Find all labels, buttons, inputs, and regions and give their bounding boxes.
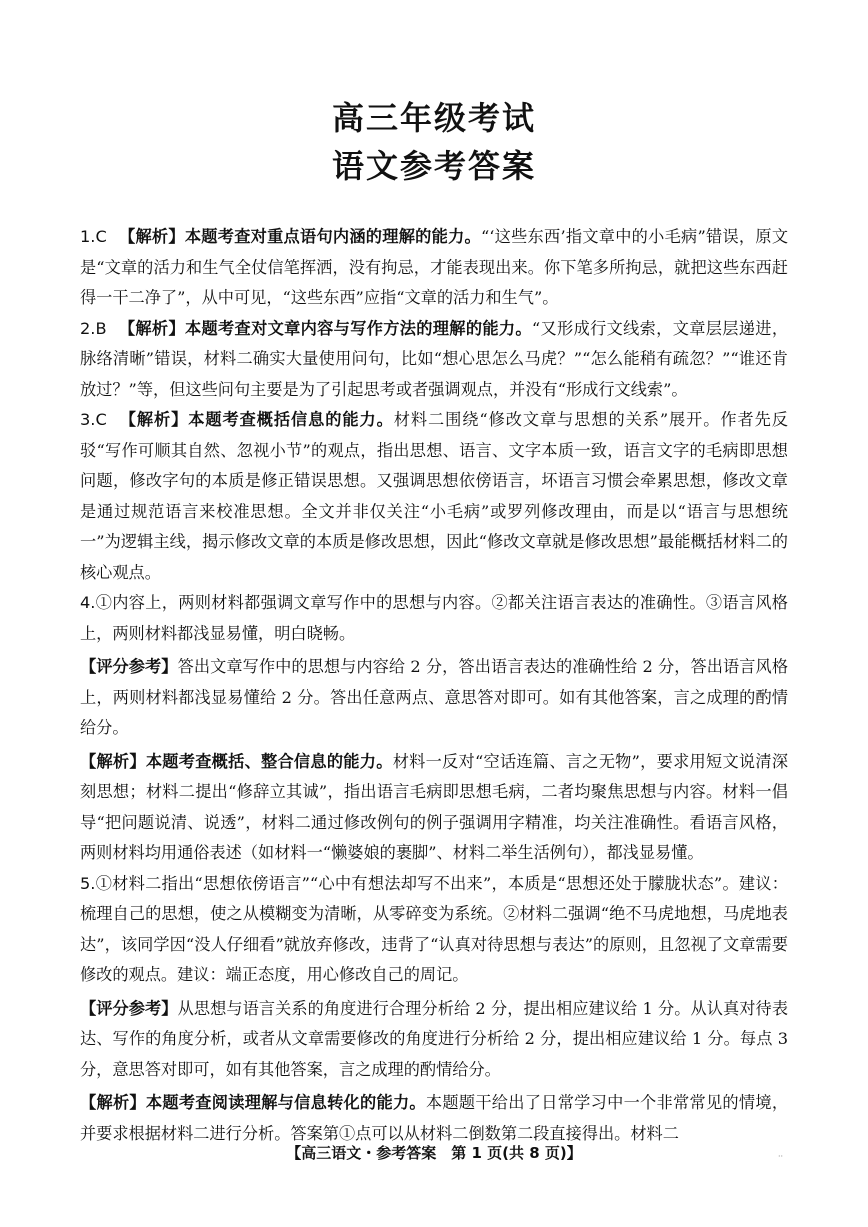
page-footer: 【高三语文・参考答案 第 1 页(共 8 页)】 — [286, 1144, 582, 1162]
analysis-tag: 【解析】 — [80, 1093, 146, 1112]
analysis-5 — [80, 1088, 788, 1149]
analysis-lead: 本题考查概括、整合信息的能力。 — [145, 751, 393, 771]
answer-key-title: 语文参考答案 — [331, 147, 536, 185]
answer-choice: C — [95, 227, 107, 246]
analysis-text: “又形成行文线索，文章层层递进，脉络清晰”错误，材料二确实大量使用问句，比如“想心思怎么马虎？”“怎么能稍有疏忽？”“谁还肯放过？”等，但这些问句主要是为了引起思考或者强调观点，并没有“形成行文线索”。 — [80, 318, 789, 399]
analysis-tag: 【解析】 — [118, 227, 185, 246]
analysis-lead: 本题考查概括信息的能力。 — [188, 410, 394, 429]
analysis-text: 材料二围绕“修改文章与思想的关系”展开。作者先反驳“写作可顺其自然、忽视小节”的观点，指出思想、语言、文字本质一致，语言文字的毛病即思想问题，修改字句的本质是修正错误思想。又强调思想依傍语言，坏语言习惯会牵累思想，修改文章是通过规范语言来校准思想。全文并非仅关注“小毛病”或罗列修改理由，而是以“语言与思想统一”为逻辑主线，揭示修改文章的本质是修改思想，因此“修改文章就是修改思想”最能概括材料二的核心观点。 — [80, 410, 788, 582]
scan-dot-mark: ·· — [778, 1152, 784, 1161]
scoring-reference-5 — [80, 994, 788, 1086]
analysis-tag: 【解析】 — [118, 410, 189, 429]
analysis-4 — [80, 747, 788, 869]
answer-item-2 — [80, 314, 788, 406]
scoring-text: 答出文章写作中的思想与内容给 2 分，答出语言表达的准确性给 2 分，答出语言风格上，两则材料都浅显易懂给 2 分。答出任意两点、意思答对即可。如有其他答案，言之成理的酌情给分。 — [80, 657, 789, 737]
analysis-tag: 【解析】 — [80, 751, 146, 771]
question-number: 2. — [80, 318, 96, 338]
reference-answer-text: ①内容上，两则材料都强调文章写作中的思想与内容。②都关注语言表达的准确性。③语言风格上，两则材料都浅显易懂，明白晓畅。 — [80, 593, 788, 643]
question-number: 5. — [80, 873, 96, 893]
answer-content — [80, 222, 788, 1149]
scoring-tag: 【评分参考】 — [80, 998, 178, 1018]
exam-title: 高三年级考试 — [331, 99, 536, 137]
answer-choice: C — [95, 410, 107, 429]
analysis-lead: 本题考查阅读理解与信息转化的能力。 — [145, 1093, 426, 1112]
analysis-tag: 【解析】 — [118, 318, 185, 338]
answer-choice: B — [95, 318, 107, 338]
question-number: 3. — [80, 410, 96, 429]
scoring-tag: 【评分参考】 — [80, 657, 178, 676]
analysis-text: 材料一反对“空话连篇、言之无物”，要求用短文说清深刻思想；材料二提出“修辞立其诚”，指出语言毛病即思想毛病，二者均聚焦思想与内容。材料一倡导“把问题说清、说透”，材料二通过修改例句的例子强调用字精准，均关注准确性。看语言风格，两则材料均用通俗表述（如材料一“懒婆娘的裹脚”、材料二举生活例句），都浅显易懂。 — [80, 751, 789, 862]
analysis-lead: 本题考查对重点语句内涵的理解的能力。 — [184, 227, 481, 246]
answer-item-4 — [80, 588, 788, 649]
answer-item-1 — [80, 222, 788, 314]
reference-answer-text: ①材料二指出“思想依傍语言”“心中有想法却写不出来”，本质是“思想还处于朦胧状态”。建议：梳理自己的思想，使之从模糊变为清晰，从零碎变为系统。②材料二强调“绝不马虎地想，马虎地表达”，该同学因“没人仔细看”就放弃修改，违背了“认真对待思想与表达”的原则，且忽视了文章需要修改的观点。建议：端正态度，用心修改自己的周记。 — [80, 873, 788, 984]
question-number: 4. — [80, 593, 96, 612]
analysis-text: 本题题干给出了日常学习中一个非常常见的情境，并要求根据材料二进行分析。答案第①点可以从材料二倒数第二段直接得出。材料二 — [80, 1093, 789, 1143]
analysis-lead: 本题考查对文章内容与写作方法的理解的能力。 — [184, 318, 532, 338]
analysis-text: “‘这些东西’指文章中的小毛病”错误，原文是“文章的活力和生气全仗信笔挥洒，没有拘忌，才能表现出来。你下笔多所拘忌，就把这些东西赶得一干二净了”，从中可见，“这些东西”应指“文章的活力和生气”。 — [80, 227, 789, 307]
answer-item-3 — [80, 405, 788, 588]
scoring-text: 从思想与语言关系的角度进行合理分析给 2 分，提出相应建议给 1 分。从认真对待表达、写作的角度分析，或者从文章需要修改的角度进行分析给 2 分，提出相应建议给 1 分。每点 3 分，意思答对即可，如有其他答案，言之成理的酌情给分。 — [80, 998, 789, 1079]
question-number: 1. — [80, 227, 96, 246]
answer-item-5 — [80, 869, 788, 991]
scoring-reference-4 — [80, 652, 788, 744]
